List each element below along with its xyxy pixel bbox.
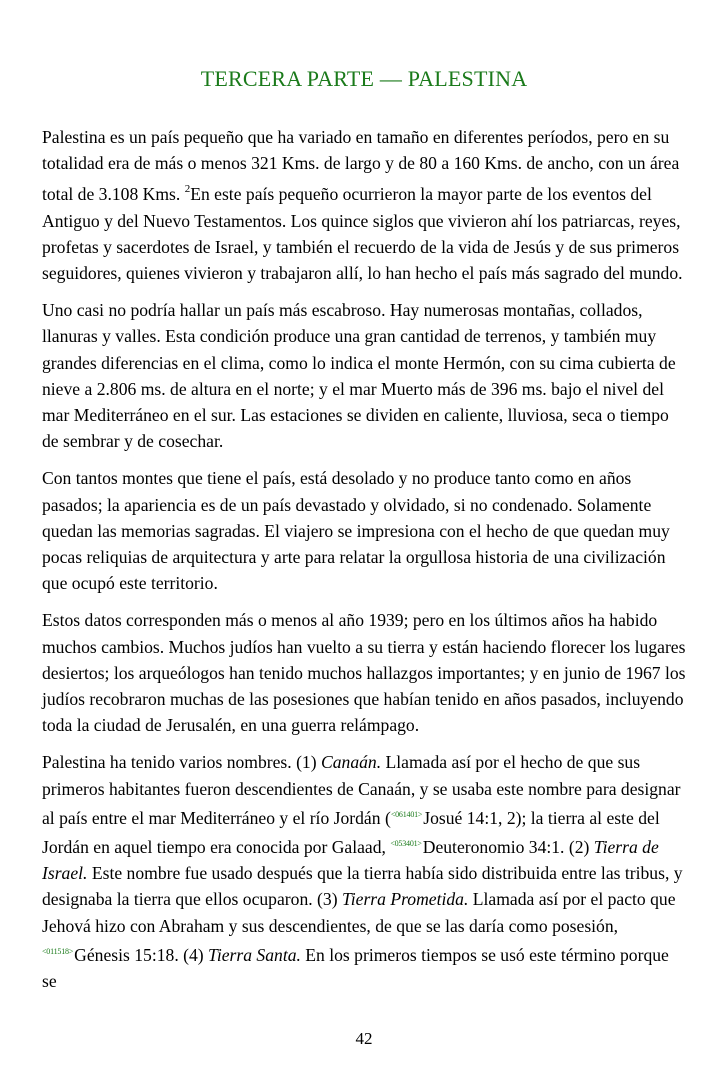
p5-name-prometida: Tierra Prometida. — [341, 889, 469, 910]
p5-name-santa: Tierra Santa. — [208, 944, 301, 965]
p5-text-5: Este nombre fue usado después que la tierra había sido distribuida entre las tribus, y designaba la tierra que ellos ocuparon. (3) — [42, 863, 683, 910]
scripture-ref-link[interactable]: <061401> — [390, 809, 423, 819]
p5-text-1: Palestina ha tenido varios nombres. (1) — [42, 752, 321, 773]
p5-text-3: Josué 14:1, 2); la tierra al este del Jordán en aquel tiempo era conocida por Galaad, — [42, 807, 660, 858]
footnote-marker: 2 — [184, 183, 191, 196]
body-text — [42, 124, 686, 1005]
p5-text-7: Génesis 15:18. (4) — [74, 944, 209, 965]
p5-text-4: Deuteronomio 34:1. (2) — [422, 837, 594, 858]
p5-name-canaan: Canaán. — [321, 752, 382, 773]
scripture-ref-link[interactable]: <011518> — [42, 946, 74, 956]
paragraph-2: Uno casi no podría hallar un país más escabroso. Hay numerosas montañas, collados, llanuras y valles. Esta condición produce una gran cantidad de terrenos, y también muy grandes diferencias en el clima, como lo indica el monte Hermón, con su cima cubierta de nieve a 2.806 ms. de altura en el norte; y el mar Muerto más de 396 ms. bajo el nivel del mar Mediterráneo en el sur. Las estaciones se dividen en caliente, lluviosa, seca o tiempo de sembrar y de cosechar. — [42, 300, 676, 452]
p5-text-8: En los primeros tiempos se usó este término porque se — [42, 944, 669, 992]
p1-text-b: En este país pequeño ocurrieron la mayor parte de los eventos del Antiguo y del Nuevo Testamentos. Los quince siglos que vivieron ahí los patriarcas, reyes, profetas y sacerdotes de Israel, y también el recuerdo de la vida de Jesús y de sus primeros seguidores, quienes vivieron y trabajaron allí, lo han hecho el país más sagrado del mundo. — [42, 184, 683, 284]
scripture-ref-link[interactable]: <053401> — [390, 839, 422, 849]
page-number: 42 — [355, 1029, 373, 1048]
chapter-title: TERCERA PARTE — PALESTINA — [200, 66, 528, 91]
paragraph-1 — [42, 124, 686, 286]
paragraph-3: Con tantos montes que tiene el país, está desolado y no produce tanto como en años pasados; la apariencia es de un país devastado y olvidado, si no condenado. Solamente quedan las memorias sagradas. El viajero se impresiona con el hecho de que quedan muy pocas reliquias de arquitectura y arte para relatar la orgullosa historia de una civilización que ocupó este territorio. — [42, 468, 670, 594]
p5-name-israel: Tierra de Israel. — [42, 837, 659, 884]
p1-text-a: Palestina es un país pequeño que ha variado en tamaño en diferentes períodos, pero en su totalidad era de más o menos 321 Kms. de largo y de 80 a 160 Kms. de ancho, con un área total de 3.108 Kms. — [42, 127, 680, 205]
paragraph-5 — [42, 749, 686, 994]
p5-text-6: Llamada así por el pacto que Jehová hizo con Abraham y sus descendientes, de que se las daría como posesión, — [42, 889, 676, 936]
p5-text-2: Llamada así por el hecho de que sus primeros habitantes fueron descendientes de Canaán, y se usaba este nombre para designar al país entre el mar Mediterráneo y el río Jordán ( — [42, 752, 681, 828]
paragraph-4: Estos datos corresponden más o menos al año 1939; pero en los últimos años ha habido muchos cambios. Muchos judíos han vuelto a su tierra y están haciendo florecer los lugares desiertos; los arqueólogos han tenido muchos hallazgos importantes; y en junio de 1967 los judíos recobraron muchas de las posesiones que habían tenido en años pasados, incluyendo toda la ciudad de Jerusalén, en una guerra relámpago. — [42, 610, 686, 736]
